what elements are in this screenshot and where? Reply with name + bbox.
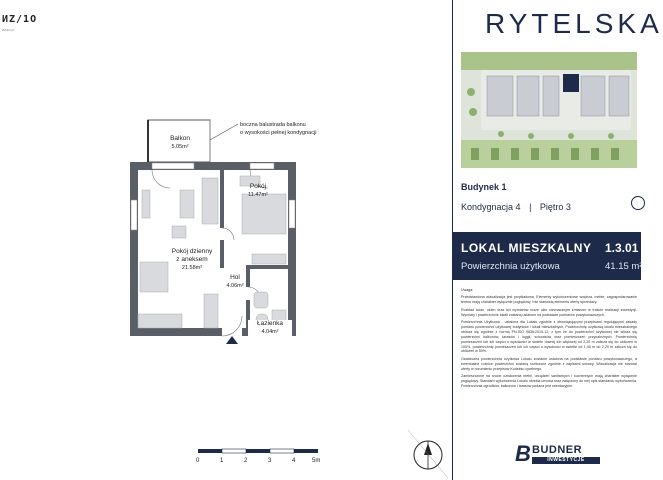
scale-tick-1: 1 [220, 458, 224, 464]
usable-area-label: Powierzchnia użytkowa [461, 261, 560, 272]
room-lazienka [248, 320, 292, 336]
scale-tick-4: 4 [292, 458, 296, 464]
description-p4: Ostateczna powierzchnia użytkowa Lokalu zostanie ustalona na podstawie pomiaru powykonawczego, a ewentualne różnice powierzchni zostaną rozliczone zgodnie z zapisami umowy. Wizualizacja nie stanowi oferty w rozumieniu przepisów Kodeksu cywilnego. [461, 356, 637, 371]
unit-type: LOKAL MIESZKALNY [461, 241, 592, 255]
room-balkon-area: 5.05m² [171, 144, 189, 150]
storey-line [461, 202, 571, 212]
unit-number: 1.3.01 [605, 241, 639, 255]
site-plan-map [461, 52, 637, 168]
balcony-note [240, 121, 316, 137]
description-p3: Powierzchnia Użytkowa - ustalona dla Lokalu zgodnie z obowiązującymi przepisami regulującymi zasady pomiaru powierzchni użytkowej budynków i lokali mieszkalnych. Powierzchnię użytkową lokalu mieszkalnego oblicza się zgodnie z normą PN-ISO 9836:2015-12, z tym że do powierzchni użytkowej nie wlicza się powierzchni balkonów, tarasów i loggii, schowków oraz pomieszczeń przynależnych. Powierzchnię pomieszczeń lub ich części o wysokości w świetle równej lub większej od 2,20 m zalicza się do obliczeń w 100%, powierzchnię pomieszczeń lub ich części o wysokości w świetle od 1,40 m do 2,20 m zalicza się do obliczeń w 50%. [461, 320, 637, 354]
room-lazienka-area: 4.04m² [261, 329, 279, 335]
storey-floor: Piętro 3 [539, 202, 571, 212]
description-p5: Zamieszczone na rzucie oznaczenia mebli, urządzeń sanitarnych i kuchennych mają charakter wyłącznie poglądowy. Standard wykończenia Lokalu określa umowa oraz załączony do niej opis standardu wykończenia. Powierzchnia ogródków, balkonów i tarasów podana jest orientacyjnie. [461, 374, 637, 388]
storey-separator: | [529, 202, 532, 212]
developer-sub: INWESTYCJE [532, 457, 600, 464]
room-dzienny-area: 21.58m² [181, 265, 203, 271]
room-dzienny-name-2: z aneksem [176, 256, 208, 263]
room-dzienny-name-1: Pokój dzienny [171, 248, 213, 255]
note-leader [210, 124, 238, 140]
room-hol [220, 274, 250, 290]
unit-band [453, 232, 641, 280]
developer-logo [515, 442, 601, 468]
brand-title: RYTELSKA [485, 8, 663, 39]
highlighted-building [563, 74, 579, 92]
balcony-note-line2: o wysokości pełnej kondygnacji [240, 130, 317, 136]
developer-name: BUDNER [532, 444, 583, 456]
scale-bar [198, 449, 318, 453]
room-pokoj-name: Pokój [249, 183, 267, 190]
scale-tick-3: 3 [268, 458, 272, 464]
scale-tick-5: 5m [312, 458, 321, 464]
balcony-note-line1: boczna balustrada balkonu [240, 122, 306, 128]
architect-logo: ИZ/1O [2, 14, 38, 25]
scale-tick-2: 2 [244, 458, 248, 464]
storey-level: Kondygnacja 4 [461, 202, 521, 212]
description-p1: Przedstawiona wizualizacja jest przykładowa. Elementy wykończeniowe wnętrza, meble, zagospodarowanie terenu mają charakter wyłącznie poglądowy i nie stanowią elementu oferty sprzedaży. [461, 295, 637, 305]
room-balkon [158, 135, 202, 151]
entrance-marker [226, 336, 238, 344]
room-pokoj [236, 183, 280, 199]
building-label: Budynek 1 [461, 182, 507, 192]
room-pokoj-area: 11.47m² [248, 192, 268, 198]
info-panel [452, 0, 663, 480]
room-lazienka-name: Łazienka [256, 320, 284, 327]
description-text [461, 288, 637, 440]
room-hol-area: 4.06m² [226, 283, 244, 289]
room-hol-name: Hol [230, 274, 240, 281]
architect-logo-url: ИZ/1O.pl [2, 28, 14, 32]
scale-tick-0: 0 [196, 458, 200, 464]
description-p2: Rozkład ścian, okien oraz ich wymiarów może ulec nieznacznym zmianom w trakcie realizacji inwestycji. Wymiary i powierzchnie lokali zostaną ustalone na podstawie pomiarów powykonawczych. [461, 307, 637, 317]
north-arrow-icon [408, 430, 448, 478]
developer-mark: B [515, 441, 531, 466]
room-balkon-name: Balkon [170, 135, 190, 142]
scale-labels [190, 458, 330, 468]
room-dzienny [160, 248, 224, 272]
compass-icon [631, 196, 645, 210]
usable-area-value: 41.15 m² [605, 261, 643, 272]
description-p0: Uwaga: [461, 288, 474, 292]
